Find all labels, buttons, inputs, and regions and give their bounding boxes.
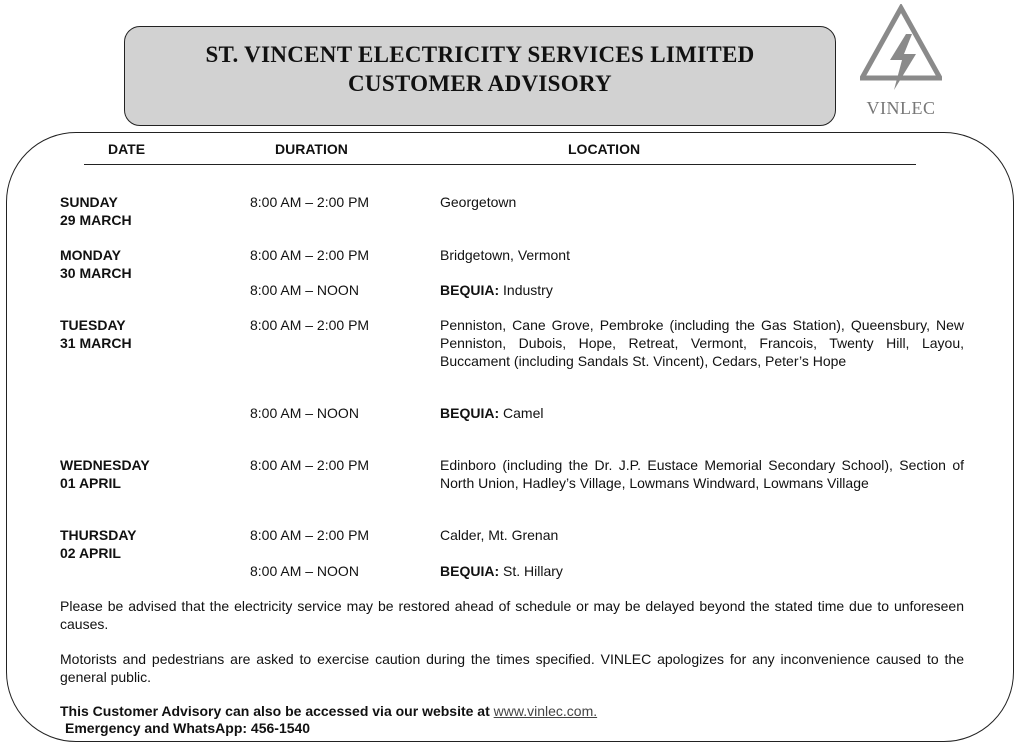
column-header-duration: DURATION: [275, 141, 348, 157]
schedule-location: Penniston, Cane Grove, Pembroke (including the Gas Station), Queensbury, New Penniston, Dubois, Hope, Retreat, Vermont, Francois, Twenty Hill, Layou, Buccament (including Sandals St. Vincent), Cedars, Peter’s Hope: [440, 317, 964, 369]
schedule-duration: 8:00 AM – 2:00 PM: [250, 527, 370, 543]
schedule-duration: 8:00 AM – 2:00 PM: [250, 194, 370, 210]
website-link[interactable]: www.vinlec.com.: [493, 703, 598, 719]
schedule-date: TUESDAY 31 MARCH: [60, 317, 132, 351]
schedule-location: BEQUIA: Camel: [440, 405, 544, 421]
schedule-date: THURSDAY 02 APRIL: [60, 527, 137, 561]
advisory-title: CUSTOMER ADVISORY: [348, 71, 612, 96]
column-header-date: DATE: [108, 141, 146, 157]
schedule-duration: 8:00 AM – NOON: [250, 563, 359, 579]
schedule-date: SUNDAY 29 MARCH: [60, 194, 132, 228]
caution-notice: Motorists and pedestrians are asked to exercise caution during the times specified. VINLEC apologizes for any inconvenience caused to the general public.: [60, 651, 964, 685]
schedule-location: BEQUIA: St. Hillary: [440, 563, 563, 579]
schedule-change-notice: Please be advised that the electricity service may be restored ahead of schedule or may be delayed beyond the stated time due to unforeseen causes.: [60, 598, 964, 632]
column-header-location: LOCATION: [568, 141, 641, 157]
schedule-location: BEQUIA: Industry: [440, 282, 553, 298]
schedule-location: Georgetown: [440, 194, 517, 210]
vinlec-logo: [856, 4, 946, 124]
schedule-date: WEDNESDAY 01 APRIL: [60, 457, 150, 491]
website-notice: This Customer Advisory can also be accessed via our website at www.vinlec.com.: [60, 703, 598, 719]
schedule-duration: 8:00 AM – 2:00 PM: [250, 317, 370, 333]
emergency-contact: Emergency and WhatsApp: 456-1540: [65, 720, 311, 736]
company-name: ST. VINCENT ELECTRICITY SERVICES LIMITED: [205, 42, 755, 67]
schedule-location: Edinboro (including the Dr. J.P. Eustace Memorial Secondary School), Section of North Union, Hadley’s Village, Lowmans Windward, Lowmans Village: [440, 457, 964, 491]
schedule-duration: 8:00 AM – NOON: [250, 405, 359, 421]
schedule-duration: 8:00 AM – NOON: [250, 282, 359, 298]
schedule-duration: 8:00 AM – 2:00 PM: [250, 247, 370, 263]
schedule-location: Bridgetown, Vermont: [440, 247, 570, 263]
lightning-triangle-icon: [860, 4, 942, 96]
schedule-date: MONDAY 30 MARCH: [60, 247, 132, 281]
schedule-duration: 8:00 AM – 2:00 PM: [250, 457, 370, 473]
schedule-location: Calder, Mt. Grenan: [440, 527, 559, 543]
advisory-title-box: [124, 26, 836, 126]
header-divider: [84, 164, 916, 165]
logo-text: VINLEC: [866, 98, 936, 118]
